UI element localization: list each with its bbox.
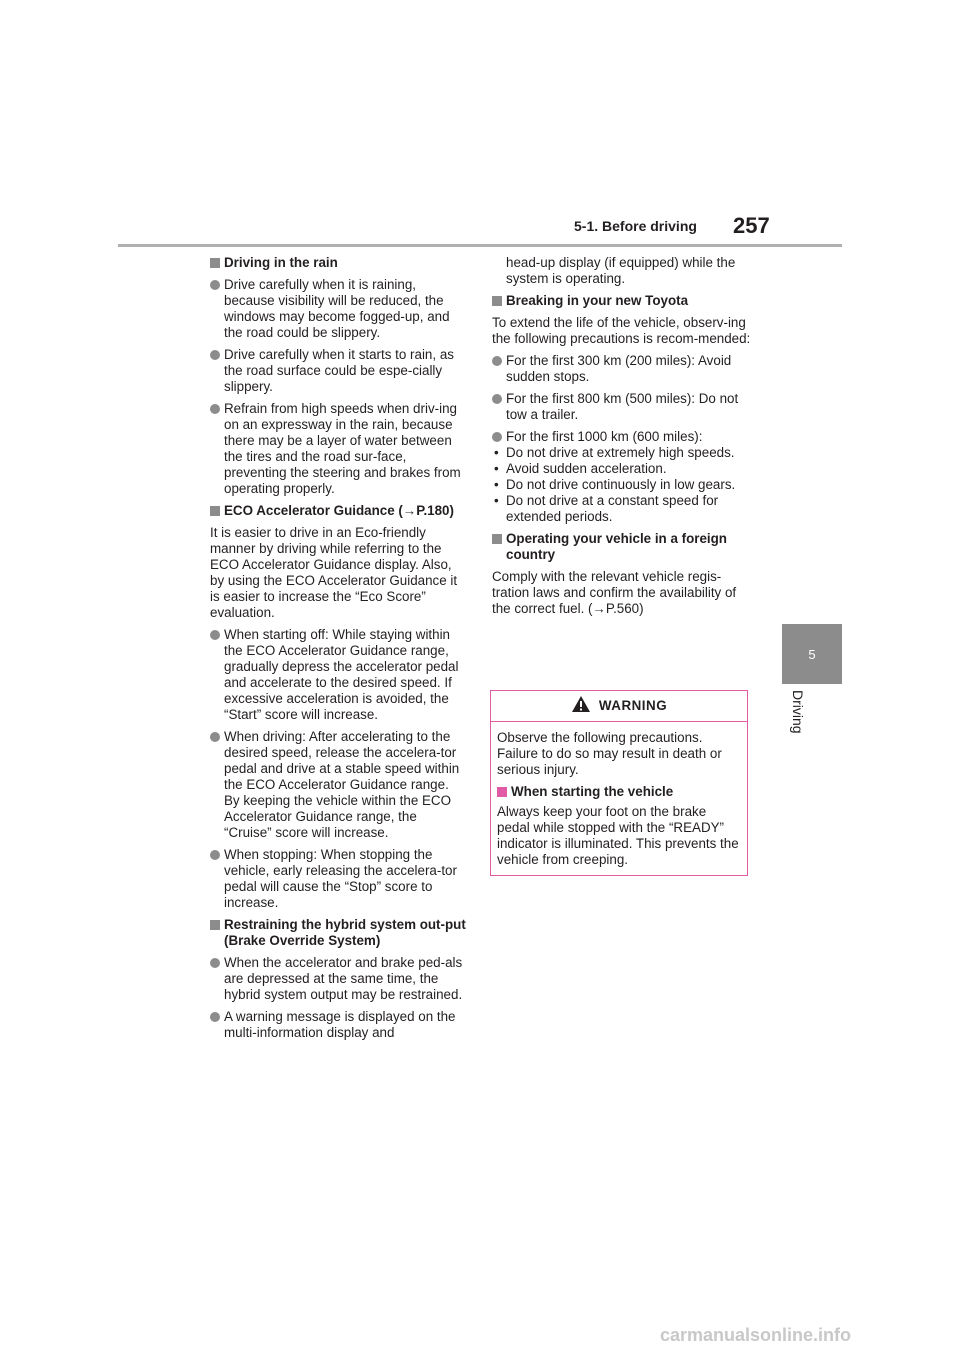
hybrid-bullet-2: A warning message is displayed on the multi-information display and [210,1009,468,1041]
rain-heading: Driving in the rain [210,255,468,271]
header-divider [118,244,842,247]
chapter-label: Driving [790,690,806,734]
break-in-bullet-1: For the first 300 km (200 miles): Avoid sudden stops. [492,353,752,385]
rain-bullet-3: Refrain from high speeds when driv-ing on an expressway in the rain, because there may be a layer of water between the tires and the road sur-face, preventing the steering and brakes from operating properly. [210,401,468,497]
warning-body [491,722,747,874]
eco-paragraph: It is easier to drive in an Eco-friendly manner by driving while referring to the ECO Accelerator Guidance display. Also, by using the ECO Accelerator Guidance it is easier to increase the “Eco Score” evaluation. [210,525,458,620]
warning-sub-text: Always keep your foot on the brake pedal while stopped with the “READY” indicator is illuminated. This prevents the vehicle from creeping. [497,804,739,867]
right-column [492,255,752,623]
eco-bullet-1: When starting off: While staying within the ECO Accelerator Guidance range, gradually depress the accelerator pedal and accelerate to the desired speed. If excessive acceleration is avoided, the “Start” score will increase. [210,627,468,723]
break-in-sub-list [492,445,752,525]
warning-title: WARNING [598,698,668,713]
list-item: • Do not drive continuously in low gears. [492,477,752,493]
footer-watermark: carmanualsonline.info [660,1325,852,1345]
foreign-paragraph: Comply with the relevant vehicle regis-tration laws and confirm the availability of the correct fuel. (→P.560) [492,569,737,616]
chapter-number: 5 [808,646,816,662]
chapter-tab [782,624,842,684]
warning-triangle-icon [571,695,591,717]
section-title: 5-1. Before driving [574,218,697,234]
list-item: • Do not drive at a constant speed for extended periods. [492,493,752,525]
eco-bullet-2: When driving: After accelerating to the desired speed, release the accelera-tor pedal and drive at a stable speed within the ECO Accelerator Guidance range. By keeping the vehicle within the ECO Accelerator Guidance range, the “Cruise” score will increase. [210,729,468,841]
page-number: 257 [733,213,770,238]
break-in-bullet-2: For the first 800 km (500 miles): Do not tow a trailer. [492,391,752,423]
break-in-bullet-3: For the first 1000 km (600 miles): [492,429,752,445]
break-in-paragraph: To extend the life of the vehicle, observ-ing the following precautions is recom-mended: [492,315,751,346]
rain-bullet-2: Drive carefully when it starts to rain, as the road surface could be espe-cially slippery. [210,347,468,395]
left-column [210,255,468,1047]
hybrid-bullet-2-continued: head-up display (if equipped) while the system is operating. [506,255,736,286]
warning-box [490,690,748,876]
rain-bullet-1: Drive carefully when it is raining, because visibility will be reduced, the windows may become fogged-up, and the road could be slippery. [210,277,468,341]
eco-bullet-3: When stopping: When stopping the vehicle, early releasing the accelera-tor pedal will cause the “Stop” score to increase. [210,847,468,911]
hybrid-bullet-1: When the accelerator and brake ped-als are depressed at the same time, the hybrid system output may be restrained. [210,955,468,1003]
warning-sub-heading: When starting the vehicle [497,784,741,800]
break-in-heading: Breaking in your new Toyota [492,293,752,309]
list-item: • Do not drive at extremely high speeds. [492,445,752,461]
list-item: • Avoid sudden acceleration. [492,461,752,477]
eco-heading: ECO Accelerator Guidance (→P.180) [210,503,468,519]
warning-intro: Observe the following precautions. Failure to do so may result in death or serious injury. [497,730,722,777]
hybrid-heading: Restraining the hybrid system out-put (Brake Override System) [210,917,468,949]
warning-header [491,691,747,722]
foreign-heading: Operating your vehicle in a foreign country [492,531,752,563]
